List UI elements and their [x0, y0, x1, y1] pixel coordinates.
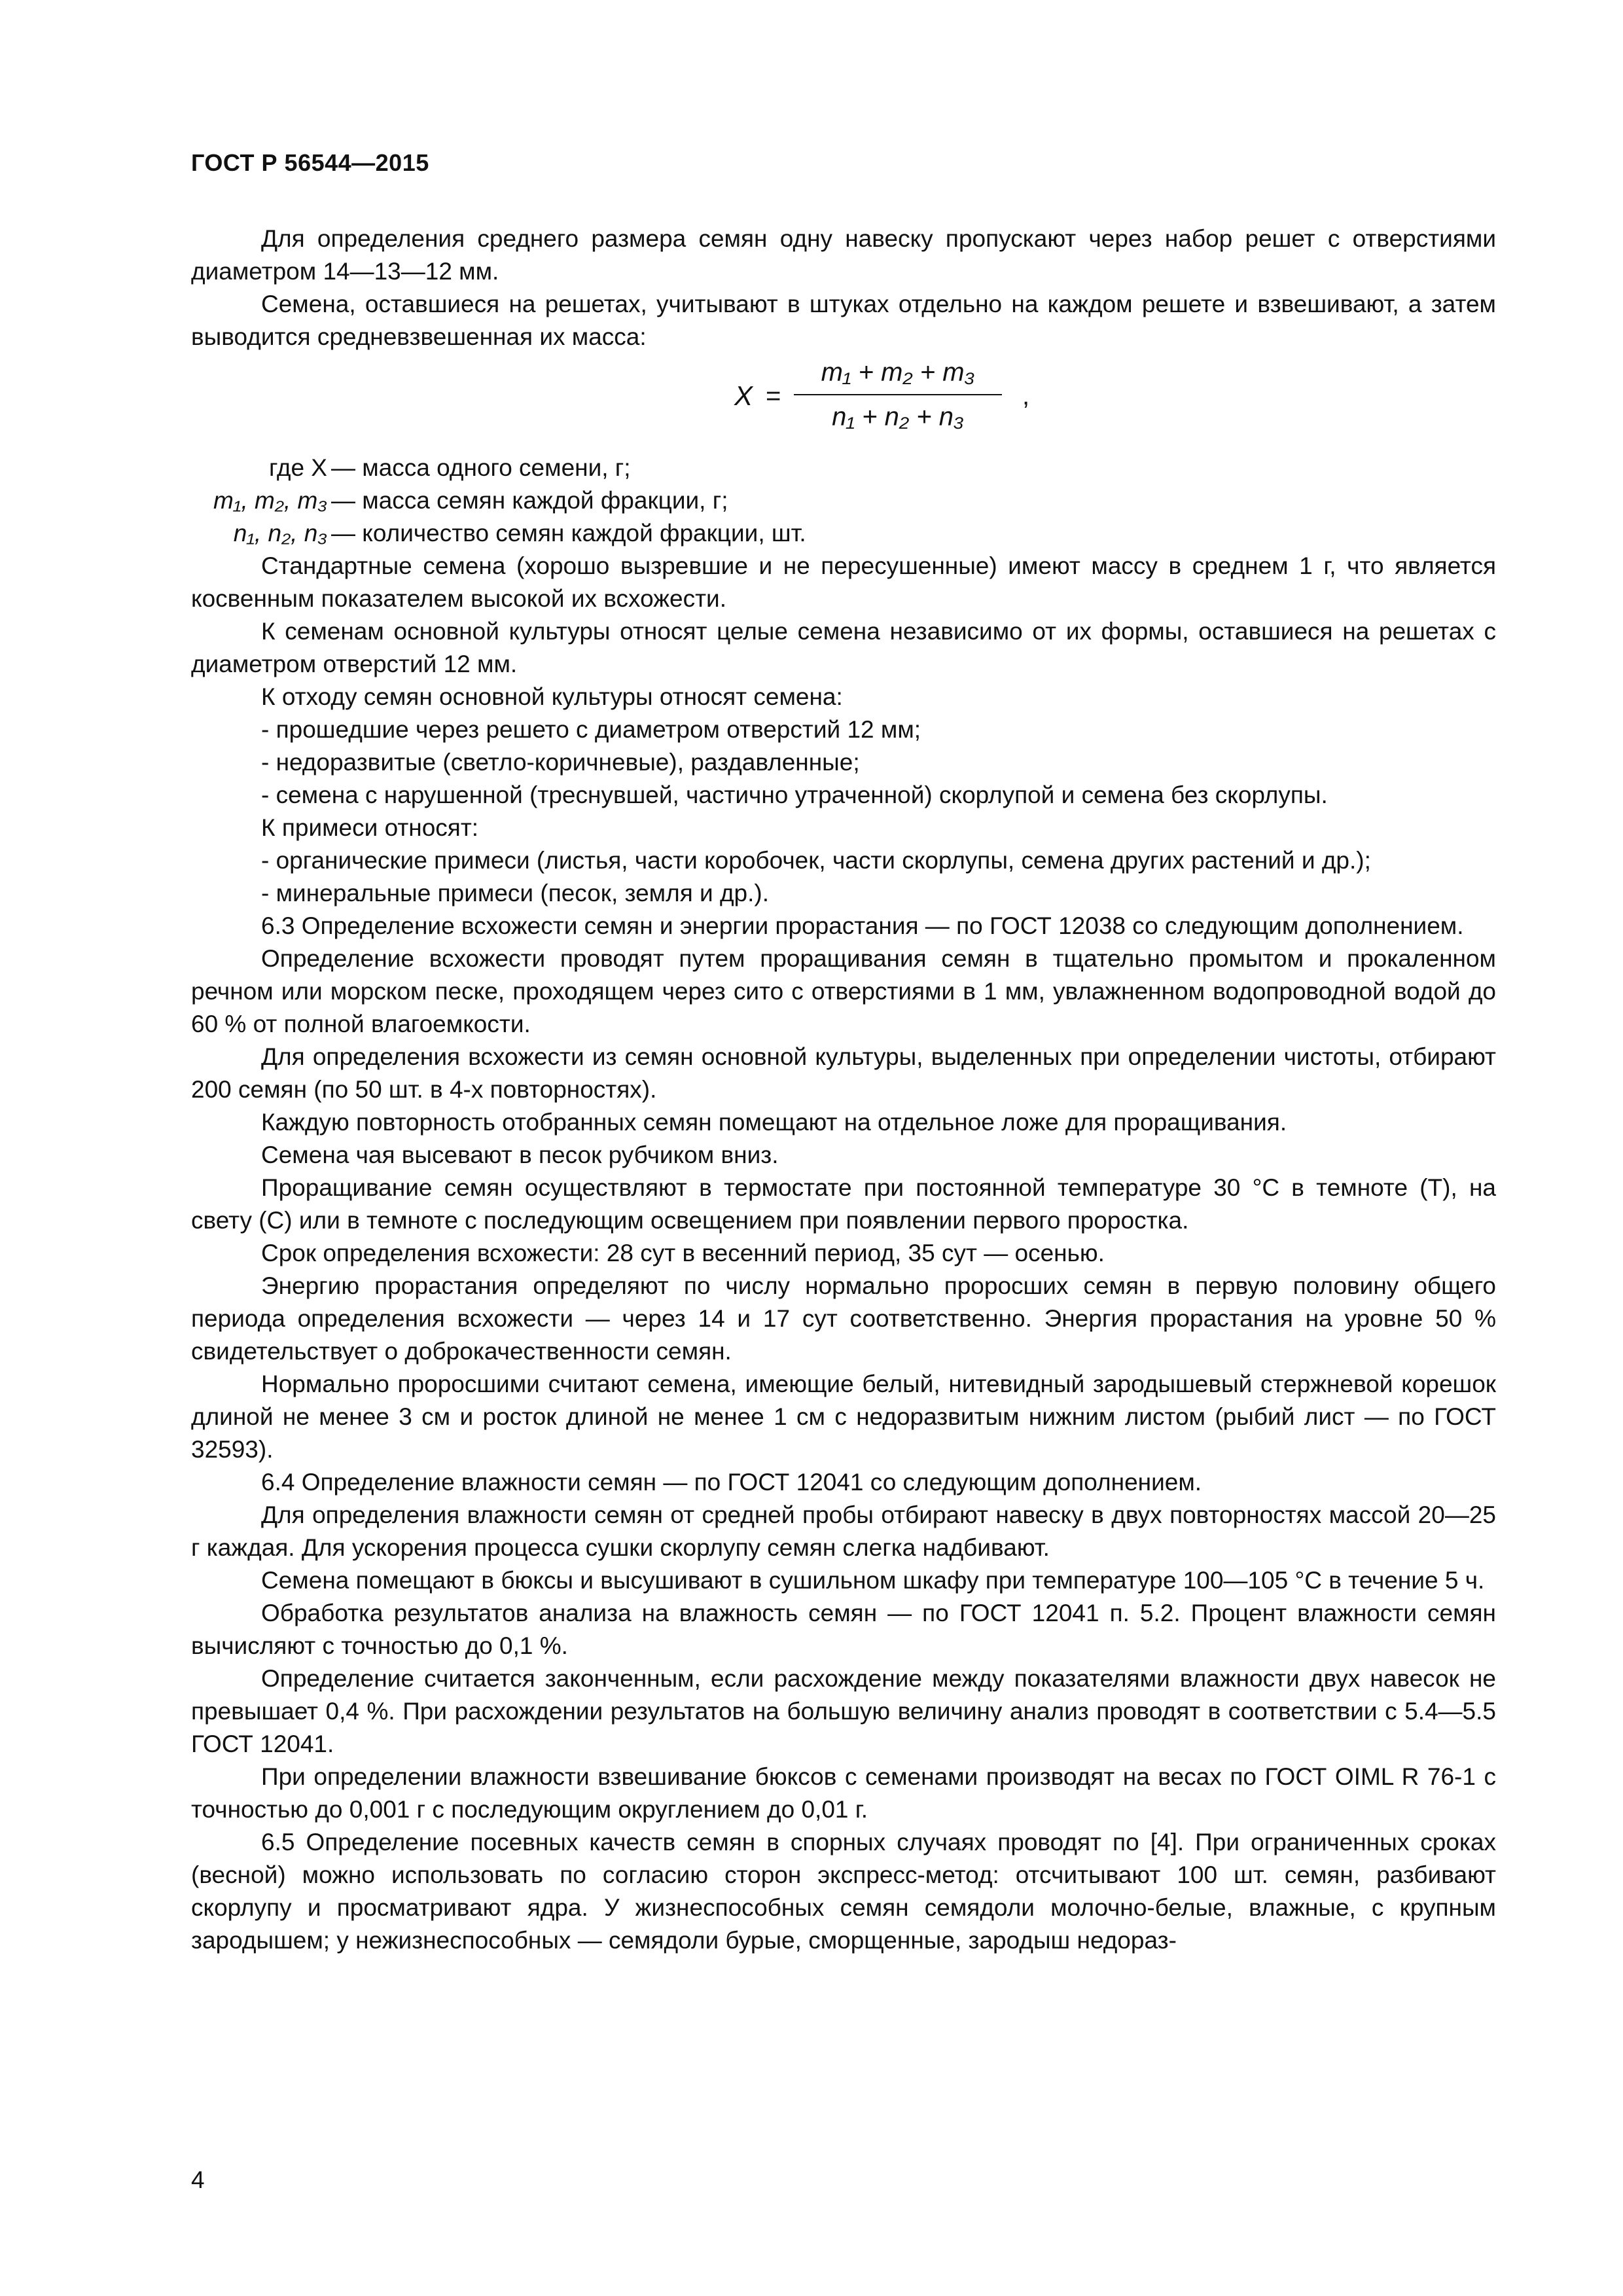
paragraph: 6.4 Определение влажности семян — по ГОСТ 12041 со следующим дополнением.: [261, 1469, 1202, 1496]
formula: [191, 353, 1496, 452]
paragraph: Для определения всхожести из семян основной культуры, выделенных при определении чистоты, отбирают 200 семян (по 50 шт. в 4-х повторностях).: [191, 1043, 1496, 1103]
legend-row: [191, 484, 1496, 517]
document-header: ГОСТ Р 56544—2015: [191, 149, 429, 176]
paragraph: - органические примеси (листья, части коробочек, части скорлупы, семена других растений и др.);: [261, 847, 1371, 874]
paragraph: Проращивание семян осуществляют в термостате при постоянной температуре 30 °С в темноте (Т), на свету (С) или в темноте с последующим освещением при появлении первого проростка.: [191, 1174, 1496, 1234]
formula-equals: =: [766, 382, 781, 410]
paragraph-group: [191, 550, 1496, 1957]
paragraph: Семена, оставшиеся на решетах, учитывают в штуках отдельно на каждом решете и взвешивают, а затем выводится средневзвешенная их масса:: [191, 291, 1496, 350]
legend-symbol: n₁, n₂, n₃: [233, 520, 327, 547]
formula-fraction: [790, 353, 1006, 436]
paragraph: - недоразвитые (светло-коричневые), раздавленные;: [261, 749, 860, 776]
paragraph: Нормально проросшими считают семена, имеющие белый, нитевидный зародышевый стержневой корешок длиной не менее 3 см и росток длиной не менее 1 см с недоразвитым нижним листом (рыбий лист — по ГОСТ 32593).: [191, 1371, 1496, 1463]
paragraph: Каждую повторность отобранных семян помещают на отдельное ложе для проращивания.: [261, 1109, 1287, 1136]
formula-legend: [191, 452, 1496, 550]
paragraph: Энергию прорастания определяют по числу нормально проросших семян в первую половину общего периода определения всхожести — через 14 и 17 сут соответственно. Энергия прорастания на уровне 50 % свидетельствует о доброкачественности семян.: [191, 1272, 1496, 1365]
legend-text: — масса семян каждой фракции, г;: [331, 487, 728, 514]
paragraph: Стандартные семена (хорошо вызревшие и не пересушенные) имеют массу в среднем 1 г, что является косвенным показателем высокой их всхожести.: [191, 552, 1496, 612]
legend-symbol: где X: [269, 454, 327, 481]
paragraph: Для определения влажности семян от средней пробы отбирают навеску в двух повторностях массой 20—25 г каждая. Для ускорения процесса сушки скорлупу семян слегка надбивают.: [191, 1501, 1496, 1561]
paragraph: К примеси относят:: [261, 814, 479, 841]
paragraph: 6.3 Определение всхожести семян и энергии прорастания — по ГОСТ 12038 со следующим дополнением.: [261, 912, 1464, 939]
paragraph: К отходу семян основной культуры относят семена:: [261, 683, 843, 710]
document-body: [191, 223, 1496, 1957]
paragraph: Для определения среднего размера семян одну навеску пропускают через набор решет с отверстиями диаметром 14—13—12 мм.: [191, 225, 1496, 285]
legend-row: [191, 517, 1496, 550]
legend-symbol: m₁, m₂, m₃: [213, 487, 327, 514]
paragraph: При определении влажности взвешивание бюксов с семенами производят на весах по ГОСТ OIML R 76-1 с точностью до 0,001 г с последующим округлением до 0,01 г.: [191, 1763, 1496, 1823]
paragraph: Определение всхожести проводят путем проращивания семян в тщательно промытом и прокаленном речном или морском песке, проходящем через сито с отверстиями в 1 мм, увлажненном водопроводной водой до 60 % от полной влагоемкости.: [191, 945, 1496, 1037]
paragraph: - минеральные примеси (песок, земля и др.).: [261, 880, 770, 906]
paragraph: - семена с нарушенной (треснувшей, частично утраченной) скорлупой и семена без скорлупы.: [261, 781, 1328, 808]
paragraph: Срок определения всхожести: 28 сут в весенний период, 35 сут — осенью.: [261, 1240, 1105, 1266]
fraction-bar: [794, 394, 1002, 395]
paragraph: Обработка результатов анализа на влажность семян — по ГОСТ 12041 п. 5.2. Процент влажности семян вычисляют с точностью до 0,1 %.: [191, 1600, 1496, 1659]
formula-lhs: X: [734, 380, 753, 411]
formula-denominator: n₁ + n₂ + n₃: [832, 403, 964, 431]
page-number: 4: [191, 2166, 205, 2193]
formula-numerator: m₁ + m₂ + m₃: [821, 358, 975, 387]
paragraph: К семенам основной культуры относят целые семена независимо от их формы, оставшиеся на решетах с диаметром отверстий 12 мм.: [191, 618, 1496, 677]
legend-text: — количество семян каждой фракции, шт.: [331, 520, 806, 547]
paragraph: 6.5 Определение посевных качеств семян в спорных случаях проводят по [4]. При ограниченных сроках (весной) можно использовать по согласию сторон экспресс-метод: отсчитывают 100 шт. семян, разбивают скорлупу и просматривают ядра. У жизнеспособных семян семядоли молочно-белые, влажные, с крупным зародышем; у нежизнеспособных — семядоли бурые, сморщенные, зародыш недораз-: [191, 1829, 1496, 1954]
legend-row: [191, 452, 1496, 484]
legend-text: — масса одного семени, г;: [331, 454, 631, 481]
formula-comma: ,: [1022, 382, 1030, 410]
paragraph: Семена помещают в бюксы и высушивают в сушильном шкафу при температуре 100—105 °С в течение 5 ч.: [261, 1567, 1485, 1594]
paragraph: Семена чая высевают в песок рубчиком вниз.: [261, 1141, 779, 1168]
paragraph: - прошедшие через решето с диаметром отверстий 12 мм;: [261, 716, 921, 743]
paragraph: Определение считается законченным, если расхождение между показателями влажности двух навесок не превышает 0,4 %. При расхождении результатов на большую величину анализ проводят в соответствии с 5.4—5.5 ГОСТ 12041.: [191, 1665, 1496, 1757]
